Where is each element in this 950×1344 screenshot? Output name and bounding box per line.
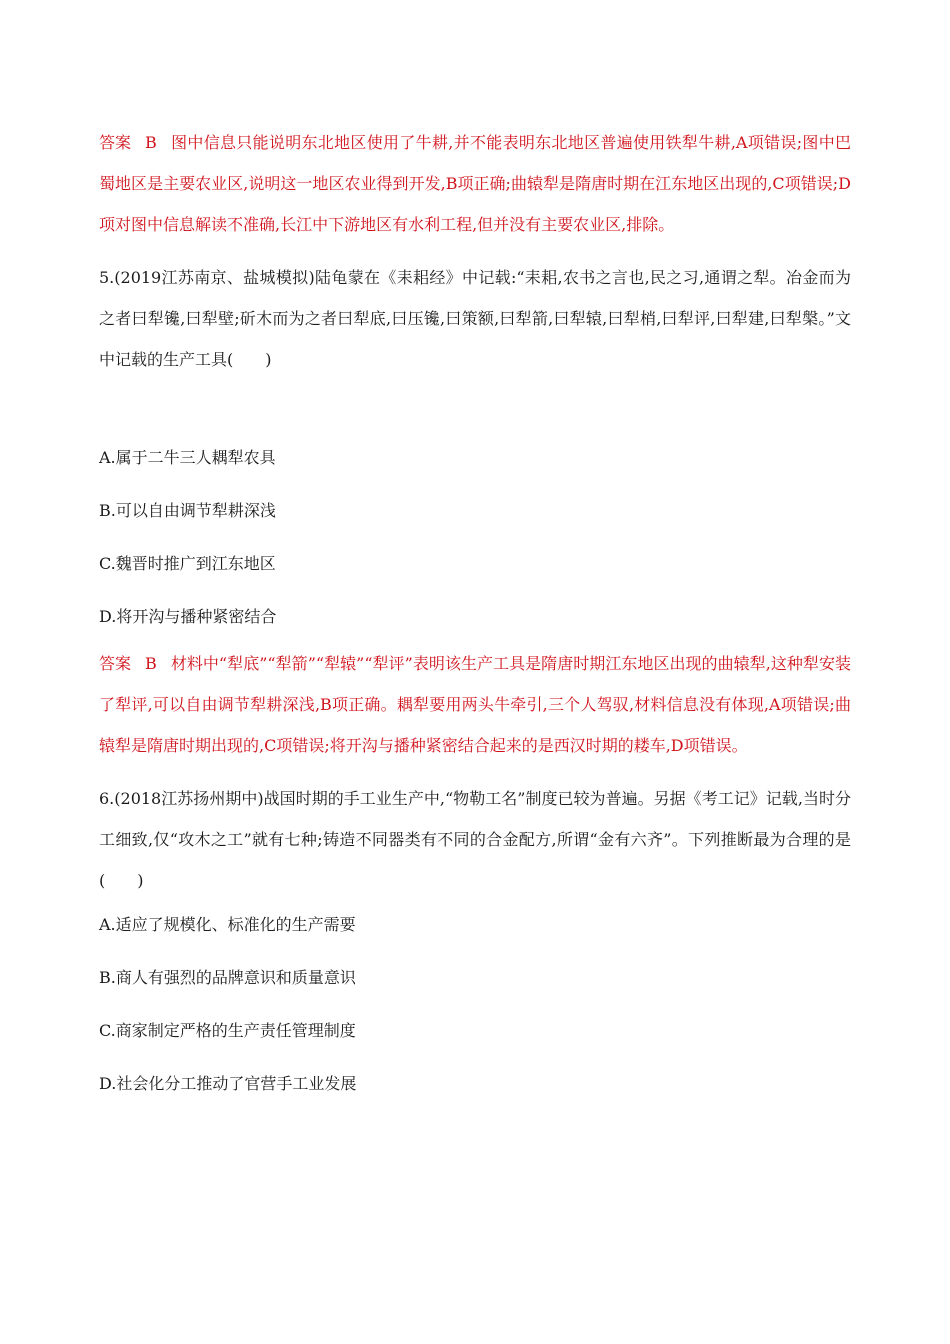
answer-5-explanation: 材料中“犁底”“犁箭”“犁辕”“犁评”表明该生产工具是隋唐时期江东地区出现的曲辕犁,这种犁安装了犁评,可以自由调节犁耕深浅,B项正确。耦犁要用两头牛牵引,三个人驾驭,材料信息没有体现,A项错误;曲辕犁是隋唐时期出现的,C项错误;将开沟与播种紧密结合起来的是西汉时期的耧车,D项错误。 — [99, 654, 851, 755]
question-6-option-a: A.适应了规模化、标准化的生产需要 — [99, 915, 356, 934]
question-5-option-a: A.属于二牛三人耦犁农具 — [99, 448, 276, 467]
answer-4 — [99, 122, 851, 245]
question-5-stem: 5.(2019江苏南京、盐城模拟)陆龟蒙在《耒耜经》中记载:“耒耜,农书之言也,民之习,通谓之犁。冶金而为之者曰犁镵,曰犁壁;斫木而为之者曰犁底,曰压镵,曰策额,曰犁箭,曰犁辕,曰犁梢,曰犁评,曰犁建,曰犁槃。”文中记载的生产工具( ) — [99, 268, 851, 369]
question-5-option-b: B.可以自由调节犁耕深浅 — [99, 501, 276, 520]
question-5-option-d: D.将开沟与播种紧密结合 — [99, 607, 277, 626]
question-6-option-b: B.商人有强烈的品牌意识和质量意识 — [99, 968, 356, 987]
document-page — [99, 122, 851, 1096]
question-6-options — [99, 913, 851, 1096]
question-5-option-c: C.魏晋时推广到江东地区 — [99, 554, 276, 573]
question-5-options — [99, 446, 851, 629]
question-6-option-d: D.社会化分工推动了官营手工业发展 — [99, 1074, 357, 1093]
question-6-stem: 6.(2018江苏扬州期中)战国时期的手工业生产中,“物勒工名”制度已较为普遍。另据《考工记》记载,当时分工细致,仅“攻木之工”就有七种;铸造不同器类有不同的合金配方,所谓“金有六齐”。下列推断最为合理的是( ) — [99, 789, 851, 890]
answer-4-explanation: 图中信息只能说明东北地区使用了牛耕,并不能表明东北地区普遍使用铁犁牛耕,A项错误;图中巴蜀地区是主要农业区,说明这一地区农业得到开发,B项正确;曲辕犁是隋唐时期在江东地区出现的,C项错误;D项对图中信息解读不准确,长江中下游地区有水利工程,但并没有主要农业区,排除。 — [99, 133, 851, 234]
question-6-option-c: C.商家制定严格的生产责任管理制度 — [99, 1021, 356, 1040]
answer-4-label: 答案 — [99, 133, 132, 152]
answer-5 — [99, 643, 851, 766]
answer-4-choice: B — [145, 133, 157, 152]
answer-5-label: 答案 — [99, 654, 132, 673]
answer-5-choice: B — [145, 654, 157, 673]
